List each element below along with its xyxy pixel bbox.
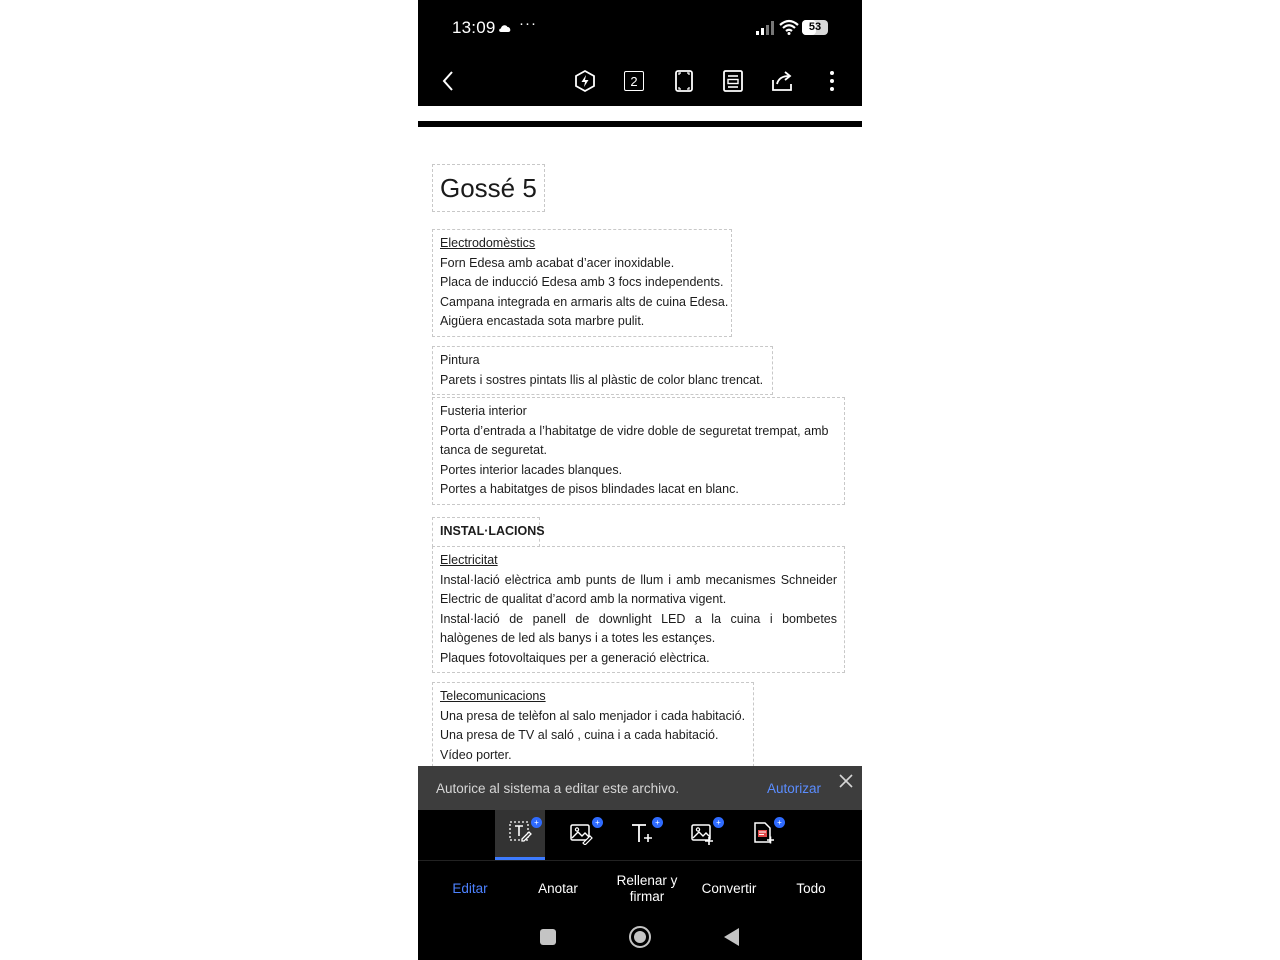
tool-badge: + (713, 817, 724, 828)
system-nav-bar (418, 916, 862, 960)
edit-text-icon (508, 819, 532, 848)
section-heading: Pintura (440, 353, 480, 367)
section-heading: Electrodomèstics (440, 236, 536, 250)
text-box-electrodomestics[interactable] (432, 229, 732, 337)
add-image-tool[interactable] (677, 810, 727, 860)
reading-mode-icon[interactable] (718, 66, 748, 96)
battery-level: 53 (808, 21, 822, 33)
text-box-pintura[interactable] (432, 346, 773, 395)
pdf-convert-icon (751, 821, 775, 850)
permission-message: Autorice al sistema a editar este archivo. (436, 781, 680, 796)
page-number-button[interactable] (619, 66, 649, 96)
top-toolbar (418, 56, 862, 106)
text-line: Una presa de TV al saló , cuina i a cada habitació. (440, 728, 719, 742)
permission-banner (418, 766, 862, 810)
text-box-telecomunicacions[interactable] (432, 682, 754, 766)
text-box-electricitat[interactable] (432, 546, 845, 673)
text-line: Placa de inducció Edesa amb 3 focs independents. (440, 275, 724, 289)
more-vertical-icon[interactable] (817, 66, 847, 96)
edit-text-tool[interactable] (495, 810, 545, 860)
text-line: Una presa de telèfon al salo menjador i cada habitació. (440, 708, 746, 723)
more-notifications-icon: ··· (519, 15, 537, 32)
status-time: 13:09 (452, 18, 496, 37)
tool-badge: + (774, 817, 785, 828)
back-triangle-icon[interactable] (717, 922, 747, 952)
battery-icon (802, 20, 828, 35)
tab-editar[interactable]: Editar (452, 880, 488, 896)
text-line: Portes a habitatges de pisos blindades lacat en blanc. (440, 482, 739, 496)
text-line: Instal·lació de panell de downlight LED a la cuina i bombetes halògenes de led als banys i a totes les estançes. (440, 611, 837, 645)
tab-anotar[interactable]: Anotar (538, 880, 578, 896)
text-line: Instal·lació elèctrica amb punts de llum i amb mecanismes Schneider Electric de qualitat d’acord amb la normativa vigent. (440, 572, 837, 606)
recents-square-icon[interactable] (533, 922, 563, 952)
back-arrow-icon[interactable] (433, 66, 463, 96)
authorize-button[interactable]: Autorizar (767, 781, 822, 796)
document-title: Gossé 5 (440, 173, 537, 203)
phone-screen (418, 0, 862, 960)
ai-hexagon-icon[interactable] (570, 66, 600, 96)
share-icon[interactable] (768, 66, 798, 96)
tool-badge: + (531, 817, 542, 828)
bottom-tabs (418, 861, 862, 916)
text-line: Porta d’entrada a l’habitatge de vidre doble de seguretat trempat, amb tanca de seguretat. (440, 423, 829, 457)
home-circle-icon[interactable] (625, 922, 655, 952)
text-line: Vídeo porter. (440, 747, 512, 762)
tool-badge: + (652, 817, 663, 828)
status-bar (418, 0, 862, 56)
add-image-icon (690, 821, 714, 850)
pdf-convert-tool[interactable] (738, 810, 788, 860)
text-line: Plaques fotovoltaiques per a generació elèctrica. (440, 650, 710, 665)
wifi-icon (779, 19, 799, 40)
page-number-icon: 2 (624, 71, 644, 91)
page-view-icon[interactable] (669, 66, 699, 96)
add-text-tool[interactable] (616, 810, 666, 860)
cloud-icon (498, 20, 512, 38)
text-box-instalacions[interactable] (432, 517, 545, 547)
edit-image-icon (569, 821, 593, 850)
text-line: Parets i sostres pintats llis al plàstic de color blanc trencat. (440, 372, 764, 387)
text-line: Aigüera encastada sota marbre pulit. (440, 314, 645, 328)
close-icon[interactable] (838, 773, 854, 789)
tab-convertir[interactable]: Convertir (701, 880, 757, 896)
title-text-box[interactable] (432, 164, 545, 212)
add-text-icon (629, 821, 653, 850)
text-line: Forn Edesa amb acabat d’acer inoxidable. (440, 255, 675, 270)
page-top-rule (418, 121, 862, 127)
section-title: INSTAL·LACIONS (440, 524, 545, 538)
signal-icon (756, 21, 774, 40)
tool-badge: + (592, 817, 603, 828)
tab-todo[interactable]: Todo (796, 880, 826, 896)
edit-tools-row (418, 810, 862, 860)
section-heading: Fusteria interior (440, 404, 527, 418)
document-page[interactable] (418, 106, 862, 766)
section-heading: Electricitat (440, 553, 498, 567)
text-box-fusteria[interactable] (432, 397, 845, 505)
text-line: Portes interior lacades blanques. (440, 462, 623, 477)
section-heading: Telecomunicacions (440, 689, 546, 703)
tab-rellenar-y-firmar[interactable]: Rellenar y firmar (616, 872, 678, 904)
edit-image-tool[interactable] (556, 810, 606, 860)
text-line: Campana integrada en armaris alts de cuina Edesa. (440, 294, 729, 309)
